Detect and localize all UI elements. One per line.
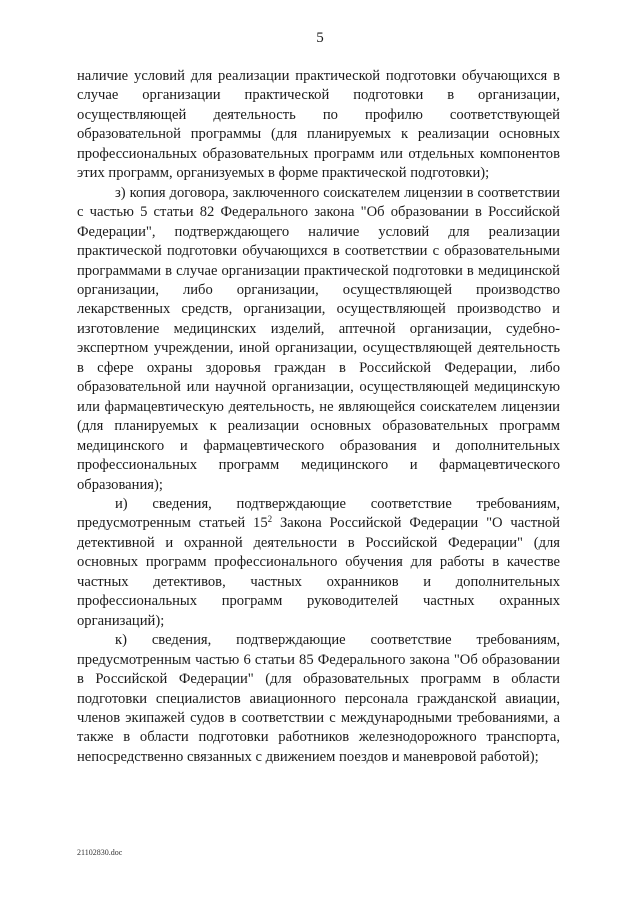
paragraph-i-text-before: и) сведения, подтверждающие соответствие требованиям, предусмотренным статьей 15 [77, 495, 560, 532]
paragraph-k-aviation-requirements: к) сведения, подтверждающие соответствие требованиям, предусмотренным частью 6 статьи 85 Федерального закона "Об образовании в Российской Федерации" (для образовательных программ в области подготовки специалистов авиационного персонала гражданской авиации, членов экипажей судов в соответствии с международными требованиями, а также в области подготовки работников железнодорожного транспорта, непосредственно связанных с движением поездов и маневровой работой); [77, 632, 560, 765]
paragraph-z-contract-copy: з) копия договора, заключенного соискателем лицензии в соответствии с частью 5 статьи 82 Федерального закона "Об образовании в Российской Федерации", подтверждающего наличие условий для реализации практической подготовки обучающихся в соответствии с образовательными программами в случае организации практической подготовки в медицинской организации, либо организации, осуществляющей производство лекарственных средств, организации, осуществляющей производство и изготовление медицинских изделий, аптечной организации, судебно-экспертном учреждении, иной организации, осуществляющей деятельность в сфере охраны здоровья граждан в Российской Федерации, либо образовательной или научной организации, осуществляющей медицинскую или фармацевтическую деятельность, не являющейся соискателем лицензии (для планируемых к реализации основных образовательных программ медицинского и фармацевтического образования и дополнительных профессиональных программ медицинского и фармацевтического образования); [77, 184, 560, 493]
document-body [77, 67, 560, 767]
paragraph-i-text-after: Закона Российской Федерации "О частной детективной и охранной деятельности в Российской Федерации" (для основных программ профессионального обучения для работы в качестве частных детективов, частных охранников и дополнительных профессиональных программ руководителей частных охранных организаций); [77, 515, 560, 629]
paragraph-conditions: наличие условий для реализации практической подготовки обучающихся в случае организации практической подготовки в организации, осуществляющей деятельность по профилю соответствующей образовательной программы (для планируемых к реализации основных профессиональных образовательных программ или отдельных компонентов этих программ, организуемых в форме практической подготовки); [77, 68, 560, 182]
page-number: 5 [316, 30, 324, 46]
article-superscript: 2 [267, 514, 273, 525]
document-filename: 21102830.doc [77, 848, 123, 857]
paragraph-i-detective-requirements [77, 495, 560, 631]
